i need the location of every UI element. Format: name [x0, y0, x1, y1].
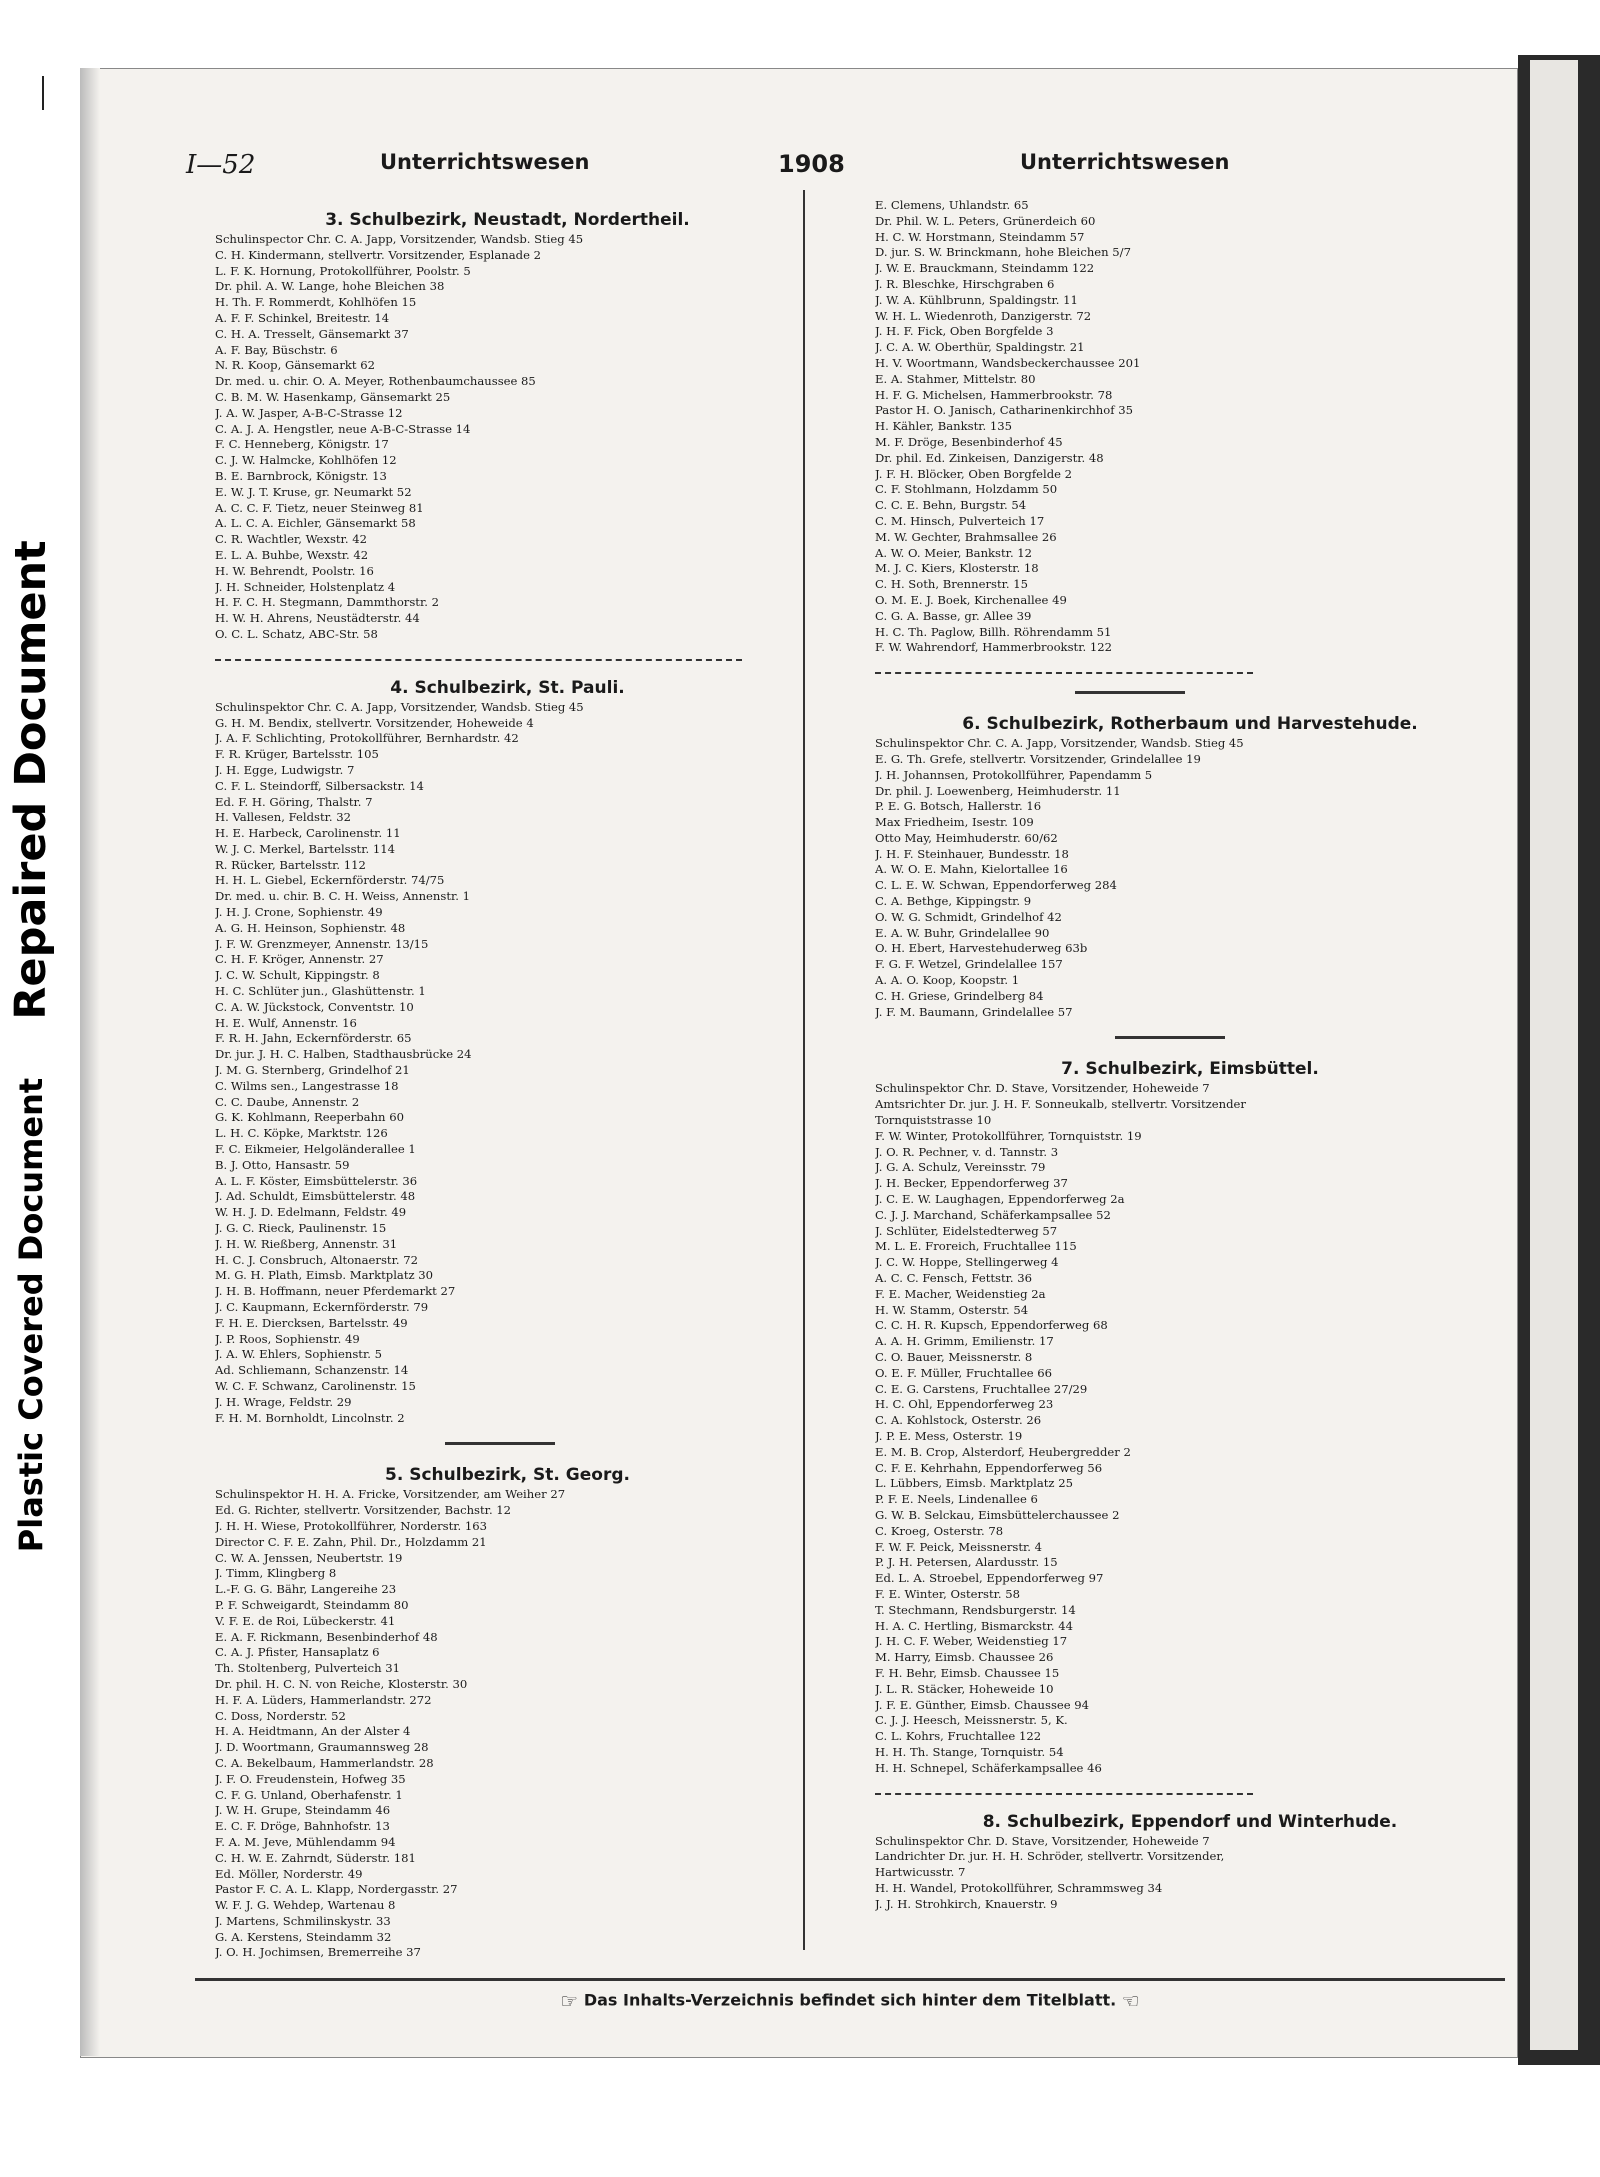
section-5-entries — [215, 1487, 800, 1961]
separator — [445, 1442, 555, 1445]
list-item: T. Stechmann, Rendsburgerstr. 14 — [875, 1602, 1076, 1617]
list-item: N. R. Koop, Gänsemarkt 62 — [215, 358, 375, 373]
section-5-title: 5. Schulbezirk, St. Georg. — [385, 1465, 630, 1486]
repaired-document-label: Repaired Document — [6, 540, 56, 1020]
section-3-entries — [215, 232, 800, 643]
list-item: C. J. W. Halmcke, Kohlhöfen 12 — [215, 453, 397, 468]
footer-note — [195, 1989, 1505, 2013]
separator — [215, 659, 742, 662]
list-item: A. L. C. A. Eichler, Gänsemarkt 58 — [215, 516, 416, 531]
list-item: F. C. Eikmeier, Helgoländerallee 1 — [215, 1142, 416, 1157]
list-item: Pastor F. C. A. L. Klapp, Nordergasstr. 27 — [215, 1882, 458, 1897]
list-item: M. G. H. Plath, Eimsb. Marktplatz 30 — [215, 1268, 434, 1283]
list-item: H. H. L. Giebel, Eckernförderstr. 74/75 — [215, 873, 445, 888]
list-item: J. C. A. W. Oberthür, Spaldingstr. 21 — [875, 340, 1085, 355]
list-item: H. H. Wandel, Protokollführer, Schrammsweg 34 — [875, 1880, 1163, 1895]
list-item: J. G. A. Schulz, Vereinsstr. 79 — [875, 1160, 1046, 1175]
page-edge-inner — [1530, 60, 1578, 2050]
list-item: W. H. J. D. Edelmann, Feldstr. 49 — [215, 1205, 407, 1220]
list-item: L.-F. G. G. Bähr, Langereihe 23 — [215, 1582, 397, 1597]
list-item: H. C. Ohl, Eppendorferweg 23 — [875, 1397, 1054, 1412]
list-item: A. A. H. Grimm, Emilienstr. 17 — [875, 1334, 1054, 1349]
list-item: C. C. Daube, Annenstr. 2 — [215, 1094, 360, 1109]
list-item: E. L. A. Buhbe, Wexstr. 42 — [215, 547, 369, 562]
list-item: J. F. E. Günther, Eimsb. Chaussee 94 — [875, 1697, 1090, 1712]
header-year: 1908 — [778, 150, 845, 178]
pointing-hand-icon: ☞ — [560, 1989, 579, 2013]
list-item: V. F. E. de Roi, Lübeckerstr. 41 — [215, 1613, 396, 1628]
list-item: G. K. Kohlmann, Reeperbahn 60 — [215, 1110, 404, 1125]
list-item: C. A. W. Jückstock, Conventstr. 10 — [215, 999, 414, 1014]
list-item: Dr. med. u. chir. B. C. H. Weiss, Annenstr. 1 — [215, 889, 470, 904]
section-7-title: 7. Schulbezirk, Eimsbüttel. — [1061, 1059, 1319, 1080]
list-item: O. W. G. Schmidt, Grindelhof 42 — [875, 909, 1062, 924]
list-item: C. H. F. Kröger, Annenstr. 27 — [215, 952, 384, 967]
list-item: A. W. O. Meier, Bankstr. 12 — [875, 545, 1033, 560]
list-item: C. C. H. R. Kupsch, Eppendorferweg 68 — [875, 1318, 1108, 1333]
section-3 — [215, 208, 800, 643]
list-item: J. L. R. Stäcker, Hoheweide 10 — [875, 1681, 1054, 1696]
list-item: J. Ad. Schuldt, Eimsbüttelerstr. 48 — [215, 1189, 416, 1204]
list-item: F. C. Henneberg, Königstr. 17 — [215, 437, 389, 452]
list-item: J. C. W. Schult, Kippingstr. 8 — [215, 968, 380, 983]
right-column — [875, 198, 1505, 1913]
section-8-entries — [875, 1834, 1505, 1913]
list-item: F. R. H. Jahn, Eckernförderstr. 65 — [215, 1031, 412, 1046]
list-item: C. E. G. Carstens, Fruchtallee 27/29 — [875, 1381, 1088, 1396]
list-item: G. A. Kerstens, Steindamm 32 — [215, 1929, 392, 1944]
list-item: H. Kähler, Bankstr. 135 — [875, 419, 1013, 434]
list-item: J. F. O. Freudenstein, Hofweg 35 — [215, 1771, 406, 1786]
list-item: P. J. H. Petersen, Alardusstr. 15 — [875, 1555, 1058, 1570]
list-item: C. O. Bauer, Meissnerstr. 8 — [875, 1350, 1033, 1364]
page-footer — [195, 1978, 1505, 2013]
list-item: A. C. C. Fensch, Fettstr. 36 — [875, 1271, 1033, 1286]
left-column — [215, 208, 800, 1961]
list-item: C. Wilms sen., Langestrasse 18 — [215, 1078, 399, 1093]
list-item: Dr. phil. Ed. Zinkeisen, Danzigerstr. 48 — [875, 450, 1104, 465]
list-item: D. jur. S. W. Brinckmann, hohe Bleichen 5/7 — [875, 245, 1131, 260]
list-item: Ed. F. H. Göring, Thalstr. 7 — [215, 794, 373, 809]
section-4-entries — [215, 700, 800, 1427]
page-header — [160, 150, 1500, 182]
list-item: Schulinspektor Chr. C. A. Japp, Vorsitzender, Wandsb. Stieg 45 — [875, 736, 1244, 751]
list-item: M. F. Dröge, Besenbinderhof 45 — [875, 434, 1063, 449]
list-item: H. A. Heidtmann, An der Alster 4 — [215, 1724, 411, 1739]
section-8-title: 8. Schulbezirk, Eppendorf und Winterhude. — [982, 1811, 1398, 1832]
list-item: C. J. J. Heesch, Meissnerstr. 5, K. — [875, 1713, 1068, 1728]
list-item: C. Doss, Norderstr. 52 — [215, 1708, 346, 1723]
list-item: H. C. J. Consbruch, Altonaerstr. 72 — [215, 1252, 418, 1267]
list-item: W. H. L. Wiedenroth, Danzigerstr. 72 — [875, 308, 1092, 323]
list-item: R. Rücker, Bartelsstr. 112 — [215, 857, 366, 872]
list-item: E. M. B. Crop, Alsterdorf, Heubergredder 2 — [875, 1444, 1131, 1459]
list-item: C. L. E. W. Schwan, Eppendorferweg 284 — [875, 878, 1117, 893]
list-item: J. F. W. Grenzmeyer, Annenstr. 13/15 — [215, 936, 429, 951]
list-item: C. L. Kohrs, Fruchtallee 122 — [875, 1729, 1042, 1744]
edge-mark — [42, 76, 54, 110]
list-item: Schulinspektor Chr. D. Stave, Vorsitzender, Hoheweide 7 — [875, 1081, 1210, 1096]
list-item: J. H. B. Hoffmann, neuer Pferdemarkt 27 — [215, 1284, 456, 1299]
list-item: Schulinspektor Chr. C. A. Japp, Vorsitzender, Wandsb. Stieg 45 — [215, 699, 584, 714]
list-item: Ed. Möller, Norderstr. 49 — [215, 1866, 363, 1881]
list-item: J. A. W. Jasper, A-B-C-Strasse 12 — [215, 405, 403, 420]
list-item: C. J. J. Marchand, Schäferkampsallee 52 — [875, 1207, 1111, 1222]
list-item: E. A. Stahmer, Mittelstr. 80 — [875, 371, 1036, 386]
section-5 — [215, 1463, 800, 1961]
list-item: F. G. F. Wetzel, Grindelallee 157 — [875, 957, 1063, 972]
list-item: J. H. Johannsen, Protokollführer, Papendamm 5 — [875, 767, 1153, 782]
page-number: I—52 — [186, 150, 256, 180]
list-item: F. H. E. Diercksen, Bartelsstr. 49 — [215, 1315, 408, 1330]
list-item: E. A. W. Buhr, Grindelallee 90 — [875, 925, 1050, 940]
list-item: E. W. J. T. Kruse, gr. Neumarkt 52 — [215, 484, 412, 499]
list-item: Director C. F. E. Zahn, Phil. Dr., Holzdamm 21 — [215, 1534, 487, 1549]
list-item: J. W. E. Brauckmann, Steindamm 122 — [875, 261, 1095, 276]
list-item: J. F. M. Baumann, Grindelallee 57 — [875, 1004, 1073, 1019]
list-item: H. W. H. Ahrens, Neustädterstr. 44 — [215, 611, 420, 626]
list-item: F. E. Winter, Osterstr. 58 — [875, 1586, 1021, 1601]
list-item: Dr. phil. J. Loewenberg, Heimhuderstr. 11 — [875, 783, 1121, 798]
list-item: C. A. Kohlstock, Osterstr. 26 — [875, 1413, 1042, 1428]
list-item: A. W. O. E. Mahn, Kielortallee 16 — [875, 862, 1068, 877]
list-item: F. H. M. Bornholdt, Lincolnstr. 2 — [215, 1410, 405, 1425]
list-item: L. Lübbers, Eimsb. Marktplatz 25 — [875, 1476, 1073, 1491]
header-left-title: Unterrichtswesen — [380, 150, 590, 174]
list-item: H. F. A. Lüders, Hammerlandstr. 272 — [215, 1692, 432, 1707]
list-item: J. Timm, Klingberg 8 — [215, 1566, 337, 1581]
list-item: H. A. C. Hertling, Bismarckstr. 44 — [875, 1618, 1074, 1633]
list-item: C. F. G. Unland, Oberhafenstr. 1 — [215, 1787, 403, 1802]
list-item: Dr. phil. A. W. Lange, hohe Bleichen 38 — [215, 279, 445, 294]
list-item: C. C. E. Behn, Burgstr. 54 — [875, 498, 1027, 513]
list-item: B. E. Barnbrock, Königstr. 13 — [215, 468, 387, 483]
list-item: F. E. Macher, Weidenstieg 2a — [875, 1286, 1046, 1301]
list-item: H. Th. F. Rommerdt, Kohlhöfen 15 — [215, 295, 417, 310]
section-4 — [215, 676, 800, 1427]
list-item: Dr. med. u. chir. O. A. Meyer, Rothenbaumchaussee 85 — [215, 374, 536, 389]
list-item: J. O. H. Jochimsen, Bremerreihe 37 — [215, 1945, 421, 1960]
list-item: Landrichter Dr. jur. H. H. Schröder, stellvertr. Vorsitzender, — [875, 1849, 1225, 1864]
list-item: H. H. Th. Stange, Tornquistr. 54 — [875, 1744, 1064, 1759]
list-item: H. W. Behrendt, Poolstr. 16 — [215, 563, 374, 578]
list-item: H. H. Schnepel, Schäferkampsallee 46 — [875, 1760, 1102, 1775]
list-item: C. A. Bethge, Kippingstr. 9 — [875, 894, 1032, 909]
list-item: A. C. C. F. Tietz, neuer Steinweg 81 — [215, 500, 424, 515]
list-item: J. P. Roos, Sophienstr. 49 — [215, 1331, 360, 1346]
list-item: L. F. K. Hornung, Protokollführer, Poolstr. 5 — [215, 263, 471, 278]
list-item: C. F. Stohlmann, Holzdamm 50 — [875, 482, 1058, 497]
list-item: O. E. F. Müller, Fruchtallee 66 — [875, 1365, 1053, 1380]
column-divider — [803, 190, 805, 1950]
section-7-entries — [875, 1081, 1505, 1776]
plastic-covered-label: Plastic Covered Document — [12, 1077, 50, 1553]
list-item: C. R. Wachtler, Wexstr. 42 — [215, 532, 367, 547]
pointing-hand-left-icon: ☜ — [1121, 1989, 1140, 2013]
list-item: J. P. E. Mess, Osterstr. 19 — [875, 1428, 1023, 1443]
sidebar-label — [0, 125, 62, 1553]
list-item: J. Martens, Schmilinskystr. 33 — [215, 1913, 391, 1928]
list-item: C. G. A. Basse, gr. Allee 39 — [875, 608, 1032, 623]
list-item: C. A. Bekelbaum, Hammerlandstr. 28 — [215, 1755, 434, 1770]
list-item: A. L. F. Köster, Eimsbüttelerstr. 36 — [215, 1173, 418, 1188]
list-item: Max Friedheim, Isestr. 109 — [875, 815, 1034, 830]
list-item: A. F. Bay, Büschstr. 6 — [215, 342, 338, 357]
list-item: H. V. Woortmann, Wandsbeckerchaussee 201 — [875, 355, 1141, 370]
list-item: E. G. Th. Grefe, stellvertr. Vorsitzender, Grindelallee 19 — [875, 751, 1201, 766]
list-item: M. J. C. Kiers, Klosterstr. 18 — [875, 561, 1039, 576]
list-item: J. A. W. Ehlers, Sophienstr. 5 — [215, 1347, 382, 1362]
list-item: J. W. A. Kühlbrunn, Spaldingstr. 11 — [875, 292, 1078, 307]
list-item: E. Clemens, Uhlandstr. 65 — [875, 198, 1029, 212]
separator — [875, 672, 1253, 675]
list-item: G. W. B. Selckau, Eimsbüttelerchaussee 2 — [875, 1507, 1120, 1522]
section-8 — [875, 1810, 1505, 1913]
list-item: Dr. phil. H. C. N. von Reiche, Klosterstr. 30 — [215, 1676, 468, 1691]
list-item: H. C. W. Horstmann, Steindamm 57 — [875, 229, 1085, 244]
list-item: J. J. H. Strohkirch, Knauerstr. 9 — [875, 1896, 1058, 1911]
list-item: J. C. Kaupmann, Eckernförderstr. 79 — [215, 1300, 429, 1314]
header-right-title: Unterrichtswesen — [1020, 150, 1230, 174]
list-item: C. M. Hinsch, Pulverteich 17 — [875, 513, 1045, 528]
list-item: P. F. Schweigardt, Steindamm 80 — [215, 1597, 409, 1612]
list-item: H. C. Schlüter jun., Glashüttenstr. 1 — [215, 984, 426, 999]
list-item: J. D. Woortmann, Graumannsweg 28 — [215, 1740, 429, 1755]
list-item: A. F. F. Schinkel, Breitestr. 14 — [215, 310, 390, 325]
list-item: J. H. Egge, Ludwigstr. 7 — [215, 762, 355, 777]
list-item: W. F. J. G. Wehdep, Wartenau 8 — [215, 1898, 396, 1913]
list-item: J. H. H. Wiese, Protokollführer, Norderstr. 163 — [215, 1518, 488, 1533]
section-6 — [875, 712, 1505, 1020]
section-7 — [875, 1057, 1505, 1776]
list-item: J. H. Becker, Eppendorferweg 37 — [875, 1176, 1068, 1191]
list-item: O. M. E. J. Boek, Kirchenallee 49 — [875, 592, 1067, 607]
section-6-title: 6. Schulbezirk, Rotherbaum und Harvestehude. — [962, 714, 1418, 735]
list-item: J. G. C. Rieck, Paulinenstr. 15 — [215, 1221, 387, 1236]
list-item: M. L. E. Froreich, Fruchtallee 115 — [875, 1239, 1077, 1254]
list-item: P. F. E. Neels, Lindenallee 6 — [875, 1492, 1038, 1507]
list-item: J. Schlüter, Eidelstedterweg 57 — [875, 1223, 1058, 1238]
section-3-title: 3. Schulbezirk, Neustadt, Nordertheil. — [325, 210, 690, 230]
list-item: C. H. Kindermann, stellvertr. Vorsitzender, Esplanade 2 — [215, 247, 541, 262]
list-item: Otto May, Heimhuderstr. 60/62 — [875, 830, 1058, 845]
list-item: J. H. J. Crone, Sophienstr. 49 — [215, 905, 383, 920]
section-4-title: 4. Schulbezirk, St. Pauli. — [390, 677, 625, 698]
list-item: Dr. Phil. W. L. Peters, Grünerdeich 60 — [875, 213, 1096, 228]
list-item: J. W. H. Grupe, Steindamm 46 — [215, 1803, 391, 1818]
list-item: J. H. W. Rießberg, Annenstr. 31 — [215, 1236, 398, 1251]
list-item: C. B. M. W. Hasenkamp, Gänsemarkt 25 — [215, 389, 451, 404]
list-item: H. F. C. H. Stegmann, Dammthorstr. 2 — [215, 595, 439, 610]
list-item: Schulinspektor Chr. D. Stave, Vorsitzender, Hoheweide 7 — [875, 1833, 1210, 1848]
list-item: H. Vallesen, Feldstr. 32 — [215, 810, 352, 825]
list-item: Schulinspektor H. H. A. Fricke, Vorsitzender, am Weiher 27 — [215, 1487, 566, 1502]
list-item: W. J. C. Merkel, Bartelsstr. 114 — [215, 841, 395, 856]
list-item: C. Kroeg, Osterstr. 78 — [875, 1523, 1004, 1538]
list-item: Pastor H. O. Janisch, Catharinenkirchhof 35 — [875, 403, 1133, 418]
list-item: J. C. E. W. Laughagen, Eppendorferweg 2a — [875, 1192, 1125, 1207]
section-5-continued-entries — [875, 198, 1505, 656]
separator — [875, 1793, 1253, 1796]
list-item: C. F. E. Kehrhahn, Eppendorferweg 56 — [875, 1460, 1103, 1475]
list-item: J. R. Bleschke, Hirschgraben 6 — [875, 276, 1055, 291]
list-item: E. A. F. Rickmann, Besenbinderhof 48 — [215, 1629, 438, 1644]
list-item: F. A. M. Jeve, Mühlendamm 94 — [215, 1834, 396, 1849]
list-item: F. W. Wahrendorf, Hammerbrookstr. 122 — [875, 640, 1112, 655]
list-item: Amtsrichter Dr. jur. J. H. F. Sonneukalb, stellvertr. Vorsitzender — [875, 1097, 1246, 1112]
list-item: J. H. Schneider, Holstenplatz 4 — [215, 579, 396, 594]
list-item: C. F. L. Steindorff, Silbersackstr. 14 — [215, 778, 424, 793]
list-item: C. H. W. E. Zahrndt, Süderstr. 181 — [215, 1850, 416, 1865]
list-item: J. F. H. Blöcker, Oben Borgfelde 2 — [875, 466, 1073, 481]
list-item: J. H. F. Steinhauer, Bundesstr. 18 — [875, 846, 1069, 861]
list-item: F. W. Winter, Protokollführer, Tornquiststr. 19 — [875, 1128, 1142, 1143]
list-item: J. H. F. Fick, Oben Borgfelde 3 — [875, 324, 1054, 339]
list-item: Th. Stoltenberg, Pulverteich 31 — [215, 1661, 401, 1676]
separator — [1075, 691, 1185, 694]
list-item: Tornquiststrasse 10 — [875, 1113, 992, 1128]
list-item: H. F. G. Michelsen, Hammerbrookstr. 78 — [875, 387, 1113, 402]
separator — [1115, 1036, 1225, 1039]
list-item: L. H. C. Köpke, Marktstr. 126 — [215, 1126, 388, 1141]
list-item: J. O. R. Pechner, v. d. Tannstr. 3 — [875, 1144, 1059, 1159]
list-item: M. Harry, Eimsb. Chaussee 26 — [875, 1650, 1054, 1665]
list-item: C. H. Griese, Grindelberg 84 — [875, 988, 1044, 1003]
list-item: A. A. O. Koop, Koopstr. 1 — [875, 973, 1020, 988]
list-item: Ed. L. A. Stroebel, Eppendorferweg 97 — [875, 1571, 1104, 1586]
list-item: C. H. A. Tresselt, Gänsemarkt 37 — [215, 326, 409, 341]
list-item: F. H. Behr, Eimsb. Chaussee 15 — [875, 1665, 1060, 1680]
list-item: H. C. Th. Paglow, Billh. Röhrendamm 51 — [875, 624, 1112, 639]
list-item: O. H. Ebert, Harvestehuderweg 63b — [875, 941, 1088, 956]
list-item: B. J. Otto, Hansastr. 59 — [215, 1157, 350, 1172]
footer-note-text: Das Inhalts-Verzeichnis befindet sich hinter dem Titelblatt. — [583, 1990, 1117, 2010]
list-item: C. A. J. A. Hengstler, neue A-B-C-Strasse 14 — [215, 421, 471, 436]
list-item: M. W. Gechter, Brahmsallee 26 — [875, 529, 1057, 544]
list-item: C. W. A. Jenssen, Neubertstr. 19 — [215, 1550, 403, 1565]
list-item: O. C. L. Schatz, ABC-Str. 58 — [215, 626, 378, 641]
section-6-entries — [875, 736, 1505, 1020]
list-item: Dr. jur. J. H. C. Halben, Stadthausbrücke 24 — [215, 1047, 472, 1062]
list-item: H. E. Wulf, Annenstr. 16 — [215, 1015, 357, 1030]
list-item: H. W. Stamm, Osterstr. 54 — [875, 1302, 1029, 1317]
footer-rule — [195, 1978, 1505, 1981]
list-item: Ed. G. Richter, stellvertr. Vorsitzender, Bachstr. 12 — [215, 1503, 512, 1518]
list-item: W. C. F. Schwanz, Carolinenstr. 15 — [215, 1378, 416, 1393]
list-item: J. H. C. F. Weber, Weidenstieg 17 — [875, 1634, 1068, 1649]
list-item: Schulinspector Chr. C. A. Japp, Vorsitzender, Wandsb. Stieg 45 — [215, 232, 584, 246]
list-item: C. H. Soth, Brennerstr. 15 — [875, 577, 1028, 592]
page-gutter-shadow — [80, 68, 100, 2056]
list-item: F. W. F. Peick, Meissnerstr. 4 — [875, 1539, 1043, 1554]
list-item: J. C. W. Hoppe, Stellingerweg 4 — [875, 1255, 1059, 1270]
list-item: J. H. Wrage, Feldstr. 29 — [215, 1394, 352, 1409]
list-item: J. A. F. Schlichting, Protokollführer, Bernhardstr. 42 — [215, 731, 519, 746]
list-item: J. M. G. Sternberg, Grindelhof 21 — [215, 1063, 410, 1078]
list-item: F. R. Krüger, Bartelsstr. 105 — [215, 747, 379, 762]
list-item: Ad. Schliemann, Schanzenstr. 14 — [215, 1363, 409, 1378]
list-item: P. E. G. Botsch, Hallerstr. 16 — [875, 799, 1042, 814]
list-item: C. A. J. Pfister, Hansaplatz 6 — [215, 1645, 380, 1660]
list-item: E. C. F. Dröge, Bahnhofstr. 13 — [215, 1819, 390, 1834]
list-item: Hartwicusstr. 7 — [875, 1865, 966, 1880]
list-item: H. E. Harbeck, Carolinenstr. 11 — [215, 826, 401, 841]
list-item: A. G. H. Heinson, Sophienstr. 48 — [215, 920, 406, 935]
list-item: G. H. M. Bendix, stellvertr. Vorsitzender, Hoheweide 4 — [215, 715, 534, 730]
